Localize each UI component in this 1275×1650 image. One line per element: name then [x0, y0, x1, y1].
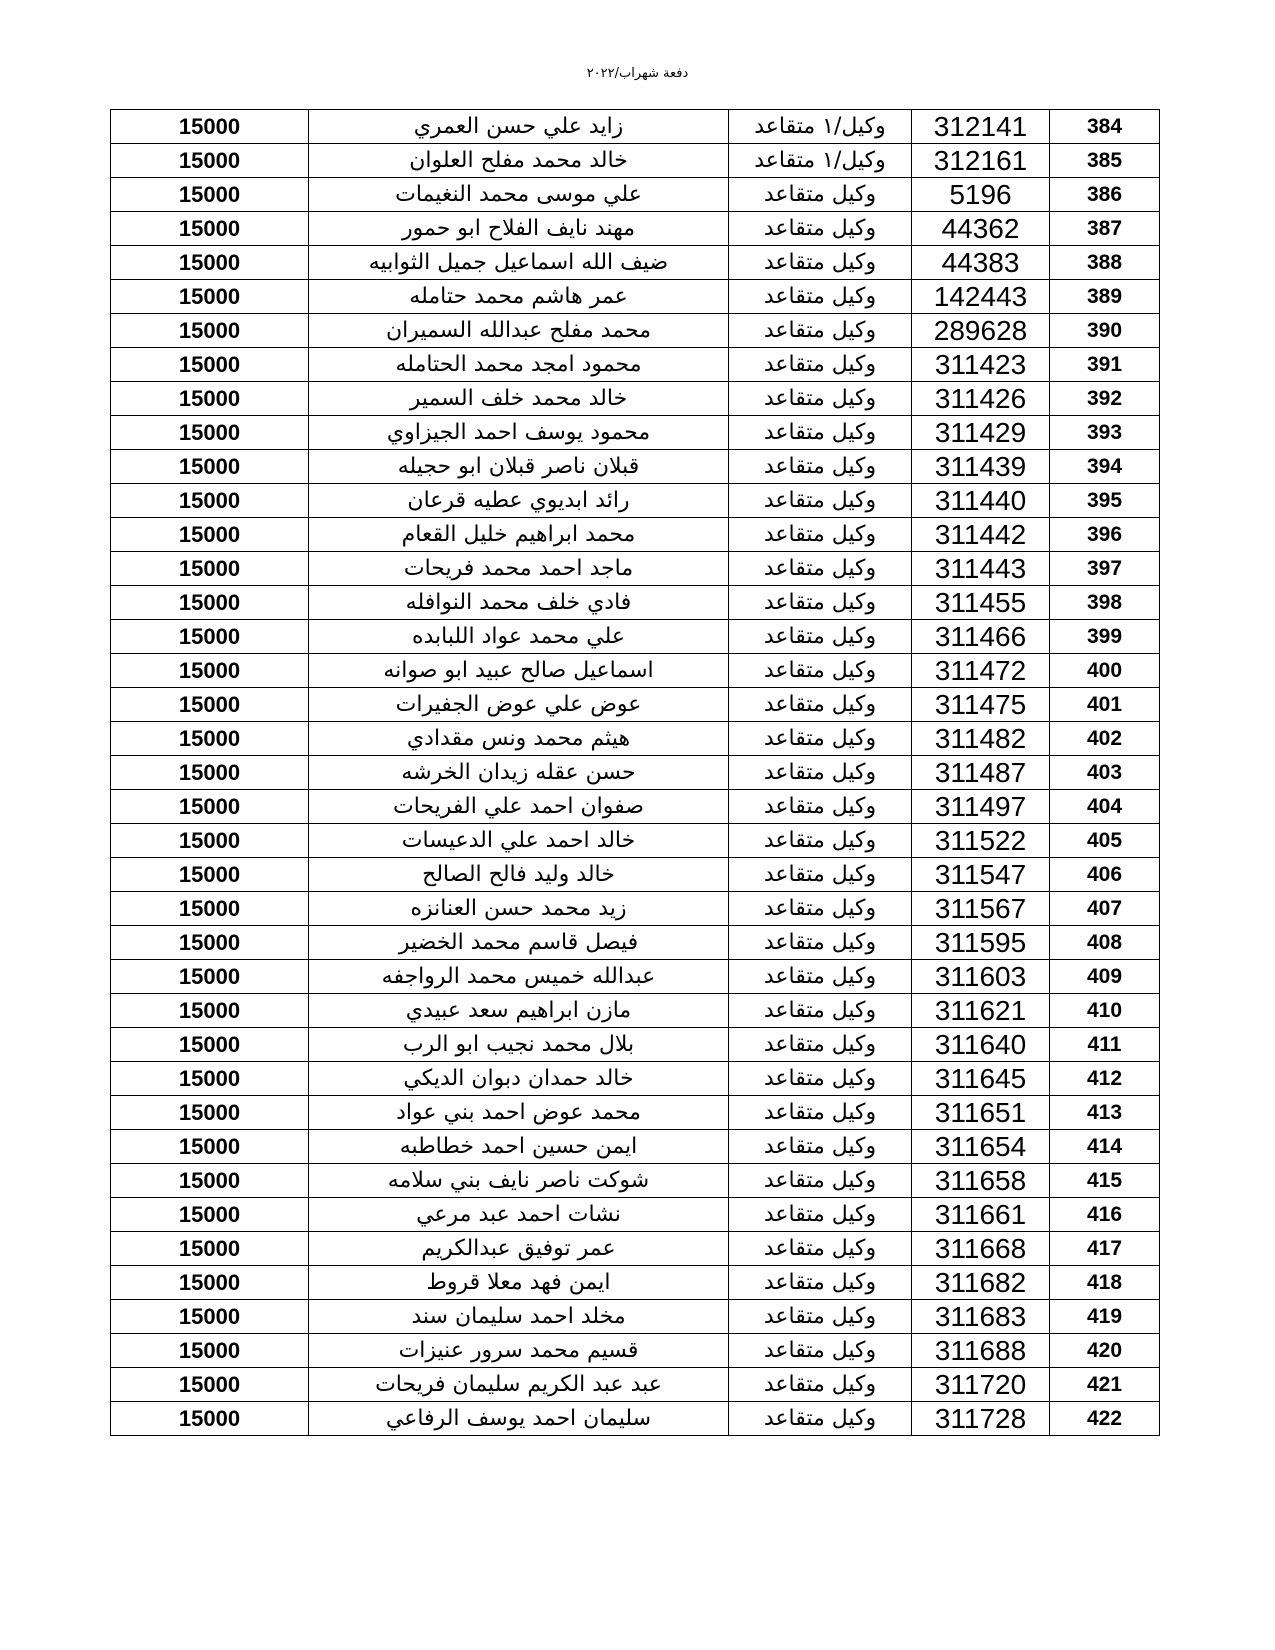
name-cell: خالد وليد فالح الصالح: [309, 858, 729, 892]
table-row: [111, 416, 1160, 450]
table-row: [111, 552, 1160, 586]
military-number-cell: 311455: [912, 586, 1050, 620]
amount-cell: 15000: [111, 348, 309, 382]
rank-cell: وكيل متقاعد: [729, 246, 912, 280]
name-cell: قبلان ناصر قبلان ابو حجيله: [309, 450, 729, 484]
name-cell: هيثم محمد ونس مقدادي: [309, 722, 729, 756]
table-row: [111, 620, 1160, 654]
amount-cell: 15000: [111, 1266, 309, 1300]
military-number-cell: 311658: [912, 1164, 1050, 1198]
amount-cell: 15000: [111, 416, 309, 450]
name-cell: عبد عبد الكريم سليمان فريحات: [309, 1368, 729, 1402]
table-row: [111, 858, 1160, 892]
military-number-cell: 311426: [912, 382, 1050, 416]
name-cell: محمود يوسف احمد الجيزاوي: [309, 416, 729, 450]
amount-cell: 15000: [111, 722, 309, 756]
name-cell: ضيف الله اسماعيل جميل الثوابيه: [309, 246, 729, 280]
military-number-cell: 311487: [912, 756, 1050, 790]
rank-cell: وكيل متقاعد: [729, 1028, 912, 1062]
rank-cell: وكيل متقاعد: [729, 960, 912, 994]
military-number-cell: 311482: [912, 722, 1050, 756]
table-row: [111, 824, 1160, 858]
roster-table-body: [111, 110, 1160, 1436]
military-number-cell: 311567: [912, 892, 1050, 926]
name-cell: فادي خلف محمد النوافله: [309, 586, 729, 620]
rank-cell: وكيل متقاعد: [729, 858, 912, 892]
amount-cell: 15000: [111, 552, 309, 586]
name-cell: مخلد احمد سليمان سند: [309, 1300, 729, 1334]
sequence-number-cell: 385: [1050, 144, 1160, 178]
name-cell: سليمان احمد يوسف الرفاعي: [309, 1402, 729, 1436]
table-row: [111, 994, 1160, 1028]
military-number-cell: 311651: [912, 1096, 1050, 1130]
military-number-cell: 311497: [912, 790, 1050, 824]
rank-cell: وكيل متقاعد: [729, 790, 912, 824]
sequence-number-cell: 420: [1050, 1334, 1160, 1368]
table-row: [111, 1402, 1160, 1436]
rank-cell: وكيل متقاعد: [729, 586, 912, 620]
rank-cell: وكيل متقاعد: [729, 552, 912, 586]
sequence-number-cell: 387: [1050, 212, 1160, 246]
name-cell: محمد مفلح عبدالله السميران: [309, 314, 729, 348]
military-number-cell: 311595: [912, 926, 1050, 960]
table-row: [111, 178, 1160, 212]
sequence-number-cell: 404: [1050, 790, 1160, 824]
name-cell: علي موسى محمد النغيمات: [309, 178, 729, 212]
rank-cell: وكيل متقاعد: [729, 892, 912, 926]
amount-cell: 15000: [111, 892, 309, 926]
sequence-number-cell: 393: [1050, 416, 1160, 450]
sequence-number-cell: 398: [1050, 586, 1160, 620]
table-row: [111, 960, 1160, 994]
military-number-cell: 311661: [912, 1198, 1050, 1232]
sequence-number-cell: 406: [1050, 858, 1160, 892]
table-row: [111, 450, 1160, 484]
amount-cell: 15000: [111, 1062, 309, 1096]
amount-cell: 15000: [111, 654, 309, 688]
amount-cell: 15000: [111, 688, 309, 722]
amount-cell: 15000: [111, 790, 309, 824]
amount-cell: 15000: [111, 212, 309, 246]
military-number-cell: 312161: [912, 144, 1050, 178]
military-number-cell: 311682: [912, 1266, 1050, 1300]
name-cell: خالد محمد خلف السمير: [309, 382, 729, 416]
name-cell: ماجد احمد محمد فريحات: [309, 552, 729, 586]
sequence-number-cell: 416: [1050, 1198, 1160, 1232]
table-row: [111, 926, 1160, 960]
table-row: [111, 280, 1160, 314]
table-row: [111, 314, 1160, 348]
rank-cell: وكيل متقاعد: [729, 654, 912, 688]
table-row: [111, 1028, 1160, 1062]
table-row: [111, 144, 1160, 178]
sequence-number-cell: 415: [1050, 1164, 1160, 1198]
military-number-cell: 44362: [912, 212, 1050, 246]
sequence-number-cell: 399: [1050, 620, 1160, 654]
amount-cell: 15000: [111, 178, 309, 212]
name-cell: بلال محمد نجيب ابو الرب: [309, 1028, 729, 1062]
name-cell: خالد حمدان دبوان الديكي: [309, 1062, 729, 1096]
table-row: [111, 110, 1160, 144]
amount-cell: 15000: [111, 960, 309, 994]
rank-cell: وكيل متقاعد: [729, 620, 912, 654]
rank-cell: وكيل متقاعد: [729, 280, 912, 314]
table-row: [111, 722, 1160, 756]
table-row: [111, 484, 1160, 518]
amount-cell: 15000: [111, 1198, 309, 1232]
military-number-cell: 311640: [912, 1028, 1050, 1062]
rank-cell: وكيل متقاعد: [729, 1096, 912, 1130]
name-cell: محمد ابراهيم خليل القعام: [309, 518, 729, 552]
sequence-number-cell: 408: [1050, 926, 1160, 960]
table-row: [111, 586, 1160, 620]
amount-cell: 15000: [111, 144, 309, 178]
rank-cell: وكيل متقاعد: [729, 518, 912, 552]
rank-cell: وكيل/١ متقاعد: [729, 144, 912, 178]
military-number-cell: 311720: [912, 1368, 1050, 1402]
military-number-cell: 311423: [912, 348, 1050, 382]
rank-cell: وكيل متقاعد: [729, 382, 912, 416]
page-title: دفعة شهراب/٢٠٢٢: [586, 66, 689, 81]
military-number-cell: 44383: [912, 246, 1050, 280]
rank-cell: وكيل متقاعد: [729, 1232, 912, 1266]
table-row: [111, 1300, 1160, 1334]
sequence-number-cell: 417: [1050, 1232, 1160, 1266]
table-row: [111, 1164, 1160, 1198]
military-number-cell: 311603: [912, 960, 1050, 994]
roster-table: [110, 109, 1160, 1436]
rank-cell: وكيل متقاعد: [729, 450, 912, 484]
military-number-cell: 311429: [912, 416, 1050, 450]
table-row: [111, 1096, 1160, 1130]
name-cell: اسماعيل صالح عبيد ابو صوانه: [309, 654, 729, 688]
sequence-number-cell: 390: [1050, 314, 1160, 348]
name-cell: علي محمد عواد اللبابده: [309, 620, 729, 654]
sequence-number-cell: 410: [1050, 994, 1160, 1028]
table-row: [111, 892, 1160, 926]
amount-cell: 15000: [111, 994, 309, 1028]
rank-cell: وكيل متقاعد: [729, 1130, 912, 1164]
rank-cell: وكيل متقاعد: [729, 688, 912, 722]
rank-cell: وكيل متقاعد: [729, 756, 912, 790]
name-cell: زايد علي حسن العمري: [309, 110, 729, 144]
name-cell: خالد احمد علي الدعيسات: [309, 824, 729, 858]
table-row: [111, 212, 1160, 246]
sequence-number-cell: 392: [1050, 382, 1160, 416]
amount-cell: 15000: [111, 280, 309, 314]
military-number-cell: 311440: [912, 484, 1050, 518]
name-cell: عمر هاشم محمد حتامله: [309, 280, 729, 314]
name-cell: محمود امجد محمد الحتامله: [309, 348, 729, 382]
name-cell: قسيم محمد سرور عنيزات: [309, 1334, 729, 1368]
rank-cell: وكيل متقاعد: [729, 314, 912, 348]
table-row: [111, 790, 1160, 824]
name-cell: عمر توفيق عبدالكريم: [309, 1232, 729, 1266]
name-cell: شوكت ناصر نايف بني سلامه: [309, 1164, 729, 1198]
military-number-cell: 289628: [912, 314, 1050, 348]
military-number-cell: 5196: [912, 178, 1050, 212]
rank-cell: وكيل متقاعد: [729, 1164, 912, 1198]
sequence-number-cell: 405: [1050, 824, 1160, 858]
rank-cell: وكيل متقاعد: [729, 1334, 912, 1368]
rank-cell: وكيل متقاعد: [729, 1198, 912, 1232]
military-number-cell: 311668: [912, 1232, 1050, 1266]
sequence-number-cell: 386: [1050, 178, 1160, 212]
amount-cell: 15000: [111, 518, 309, 552]
amount-cell: 15000: [111, 110, 309, 144]
table-row: [111, 1062, 1160, 1096]
military-number-cell: 311522: [912, 824, 1050, 858]
table-row: [111, 1232, 1160, 1266]
sequence-number-cell: 407: [1050, 892, 1160, 926]
sequence-number-cell: 396: [1050, 518, 1160, 552]
table-row: [111, 382, 1160, 416]
rank-cell: وكيل متقاعد: [729, 1368, 912, 1402]
amount-cell: 15000: [111, 1334, 309, 1368]
military-number-cell: 311466: [912, 620, 1050, 654]
rank-cell: وكيل متقاعد: [729, 484, 912, 518]
military-number-cell: 311475: [912, 688, 1050, 722]
amount-cell: 15000: [111, 1096, 309, 1130]
sequence-number-cell: 422: [1050, 1402, 1160, 1436]
military-number-cell: 311547: [912, 858, 1050, 892]
military-number-cell: 311439: [912, 450, 1050, 484]
table-row: [111, 688, 1160, 722]
rank-cell: وكيل متقاعد: [729, 1300, 912, 1334]
rank-cell: وكيل متقاعد: [729, 1402, 912, 1436]
military-number-cell: 311645: [912, 1062, 1050, 1096]
rank-cell: وكيل متقاعد: [729, 994, 912, 1028]
sequence-number-cell: 394: [1050, 450, 1160, 484]
sequence-number-cell: 389: [1050, 280, 1160, 314]
sequence-number-cell: 400: [1050, 654, 1160, 688]
name-cell: مازن ابراهيم سعد عبيدي: [309, 994, 729, 1028]
name-cell: زيد محمد حسن العنانزه: [309, 892, 729, 926]
sequence-number-cell: 391: [1050, 348, 1160, 382]
amount-cell: 15000: [111, 1028, 309, 1062]
military-number-cell: 312141: [912, 110, 1050, 144]
rank-cell: وكيل متقاعد: [729, 1062, 912, 1096]
amount-cell: 15000: [111, 756, 309, 790]
sequence-number-cell: 397: [1050, 552, 1160, 586]
table-row: [111, 518, 1160, 552]
table-row: [111, 1198, 1160, 1232]
military-number-cell: 311472: [912, 654, 1050, 688]
name-cell: رائد ابديوي عطيه قرعان: [309, 484, 729, 518]
table-row: [111, 1334, 1160, 1368]
name-cell: ايمن حسين احمد خطاطبه: [309, 1130, 729, 1164]
amount-cell: 15000: [111, 1232, 309, 1266]
table-row: [111, 654, 1160, 688]
sequence-number-cell: 402: [1050, 722, 1160, 756]
table-row: [111, 756, 1160, 790]
sequence-number-cell: 412: [1050, 1062, 1160, 1096]
table-row: [111, 348, 1160, 382]
amount-cell: 15000: [111, 484, 309, 518]
rank-cell: وكيل/١ متقاعد: [729, 110, 912, 144]
rank-cell: وكيل متقاعد: [729, 348, 912, 382]
table-row: [111, 246, 1160, 280]
amount-cell: 15000: [111, 1402, 309, 1436]
sequence-number-cell: 395: [1050, 484, 1160, 518]
rank-cell: وكيل متقاعد: [729, 824, 912, 858]
sequence-number-cell: 384: [1050, 110, 1160, 144]
amount-cell: 15000: [111, 450, 309, 484]
name-cell: نشات احمد عبد مرعي: [309, 1198, 729, 1232]
sequence-number-cell: 388: [1050, 246, 1160, 280]
sequence-number-cell: 421: [1050, 1368, 1160, 1402]
sequence-number-cell: 418: [1050, 1266, 1160, 1300]
amount-cell: 15000: [111, 314, 309, 348]
military-number-cell: 311443: [912, 552, 1050, 586]
name-cell: عبدالله خميس محمد الرواجفه: [309, 960, 729, 994]
rank-cell: وكيل متقاعد: [729, 416, 912, 450]
sequence-number-cell: 401: [1050, 688, 1160, 722]
military-number-cell: 311728: [912, 1402, 1050, 1436]
amount-cell: 15000: [111, 586, 309, 620]
military-number-cell: 311683: [912, 1300, 1050, 1334]
table-row: [111, 1368, 1160, 1402]
rank-cell: وكيل متقاعد: [729, 178, 912, 212]
table-row: [111, 1130, 1160, 1164]
sequence-number-cell: 419: [1050, 1300, 1160, 1334]
sequence-number-cell: 414: [1050, 1130, 1160, 1164]
amount-cell: 15000: [111, 1300, 309, 1334]
military-number-cell: 311654: [912, 1130, 1050, 1164]
amount-cell: 15000: [111, 1164, 309, 1198]
name-cell: ايمن فهد معلا قروط: [309, 1266, 729, 1300]
amount-cell: 15000: [111, 858, 309, 892]
name-cell: خالد محمد مفلح العلوان: [309, 144, 729, 178]
sequence-number-cell: 403: [1050, 756, 1160, 790]
amount-cell: 15000: [111, 246, 309, 280]
military-number-cell: 311442: [912, 518, 1050, 552]
name-cell: عوض علي عوض الجفيرات: [309, 688, 729, 722]
amount-cell: 15000: [111, 382, 309, 416]
military-number-cell: 311621: [912, 994, 1050, 1028]
name-cell: فيصل قاسم محمد الخضير: [309, 926, 729, 960]
name-cell: حسن عقله زيدان الخرشه: [309, 756, 729, 790]
name-cell: محمد عوض احمد بني عواد: [309, 1096, 729, 1130]
amount-cell: 15000: [111, 620, 309, 654]
sequence-number-cell: 413: [1050, 1096, 1160, 1130]
rank-cell: وكيل متقاعد: [729, 722, 912, 756]
name-cell: مهند نايف الفلاح ابو حمور: [309, 212, 729, 246]
sequence-number-cell: 409: [1050, 960, 1160, 994]
amount-cell: 15000: [111, 1368, 309, 1402]
military-number-cell: 142443: [912, 280, 1050, 314]
rank-cell: وكيل متقاعد: [729, 212, 912, 246]
table-row: [111, 1266, 1160, 1300]
amount-cell: 15000: [111, 926, 309, 960]
sequence-number-cell: 411: [1050, 1028, 1160, 1062]
rank-cell: وكيل متقاعد: [729, 926, 912, 960]
name-cell: صفوان احمد علي الفريحات: [309, 790, 729, 824]
amount-cell: 15000: [111, 1130, 309, 1164]
military-number-cell: 311688: [912, 1334, 1050, 1368]
rank-cell: وكيل متقاعد: [729, 1266, 912, 1300]
amount-cell: 15000: [111, 824, 309, 858]
